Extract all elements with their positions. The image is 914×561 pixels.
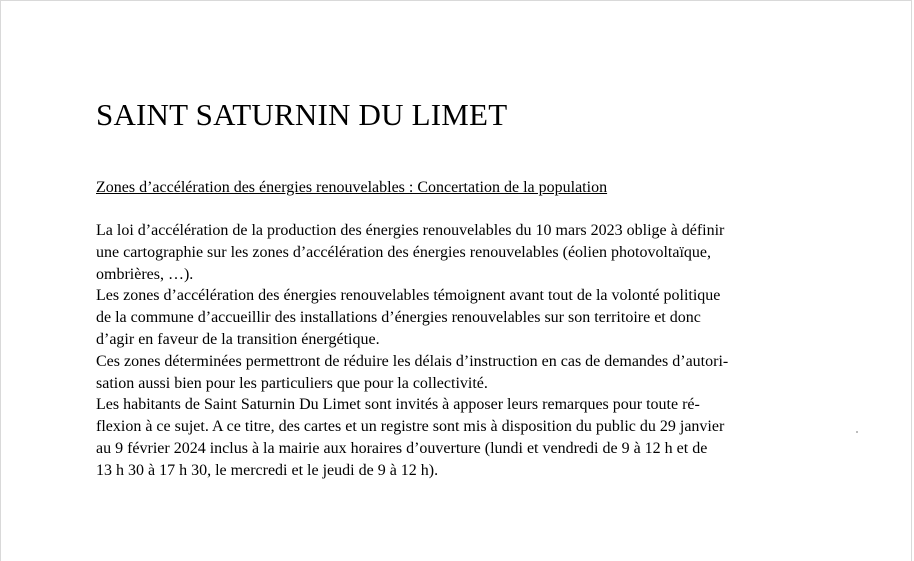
paragraph-inhabitants: Les habitants de Saint Saturnin Du Limet sont invités à apposer leurs remarques pour toute ré- flexion à ce sujet. A ce titre, des cartes et un registre sont mis à disposition du public du 29 janvier au 9 février 2024 inclus à la mairie aux horaires d’ouverture (lundi et vendredi de 9 à 12 h et de 13 h 30 à 17 h 30, le mercredi et le jeudi de 9 à 12 h). bbox=[96, 396, 725, 479]
document-title: SAINT SATURNIN DU LIMET bbox=[96, 97, 508, 132]
scan-speck bbox=[856, 431, 858, 433]
document-subtitle: Zones d’accélération des énergies renouvelables : Concertation de la population bbox=[96, 179, 608, 196]
paragraph-zones: Les zones d’accélération des énergies renouvelables témoignent avant tout de la volonté politique de la commune d’accueillir des installations d’énergies renouvelables sur son territoire et donc d’agir en faveur de la transition énergétique. bbox=[96, 287, 721, 348]
paragraph-delays: Ces zones déterminées permettront de réduire les délais d’instruction en cas de demandes d’autori- sation aussi bien pour les particuliers que pour la collectivité. bbox=[96, 352, 729, 392]
document-body bbox=[96, 96, 831, 482]
paragraph-law: La loi d’accélération de la production des énergies renouvelables du 10 mars 2023 oblige à définir une cartographie sur les zones d’accélération des énergies renouvelables (éolien photovoltaïque, ombrières, …). bbox=[96, 222, 725, 283]
